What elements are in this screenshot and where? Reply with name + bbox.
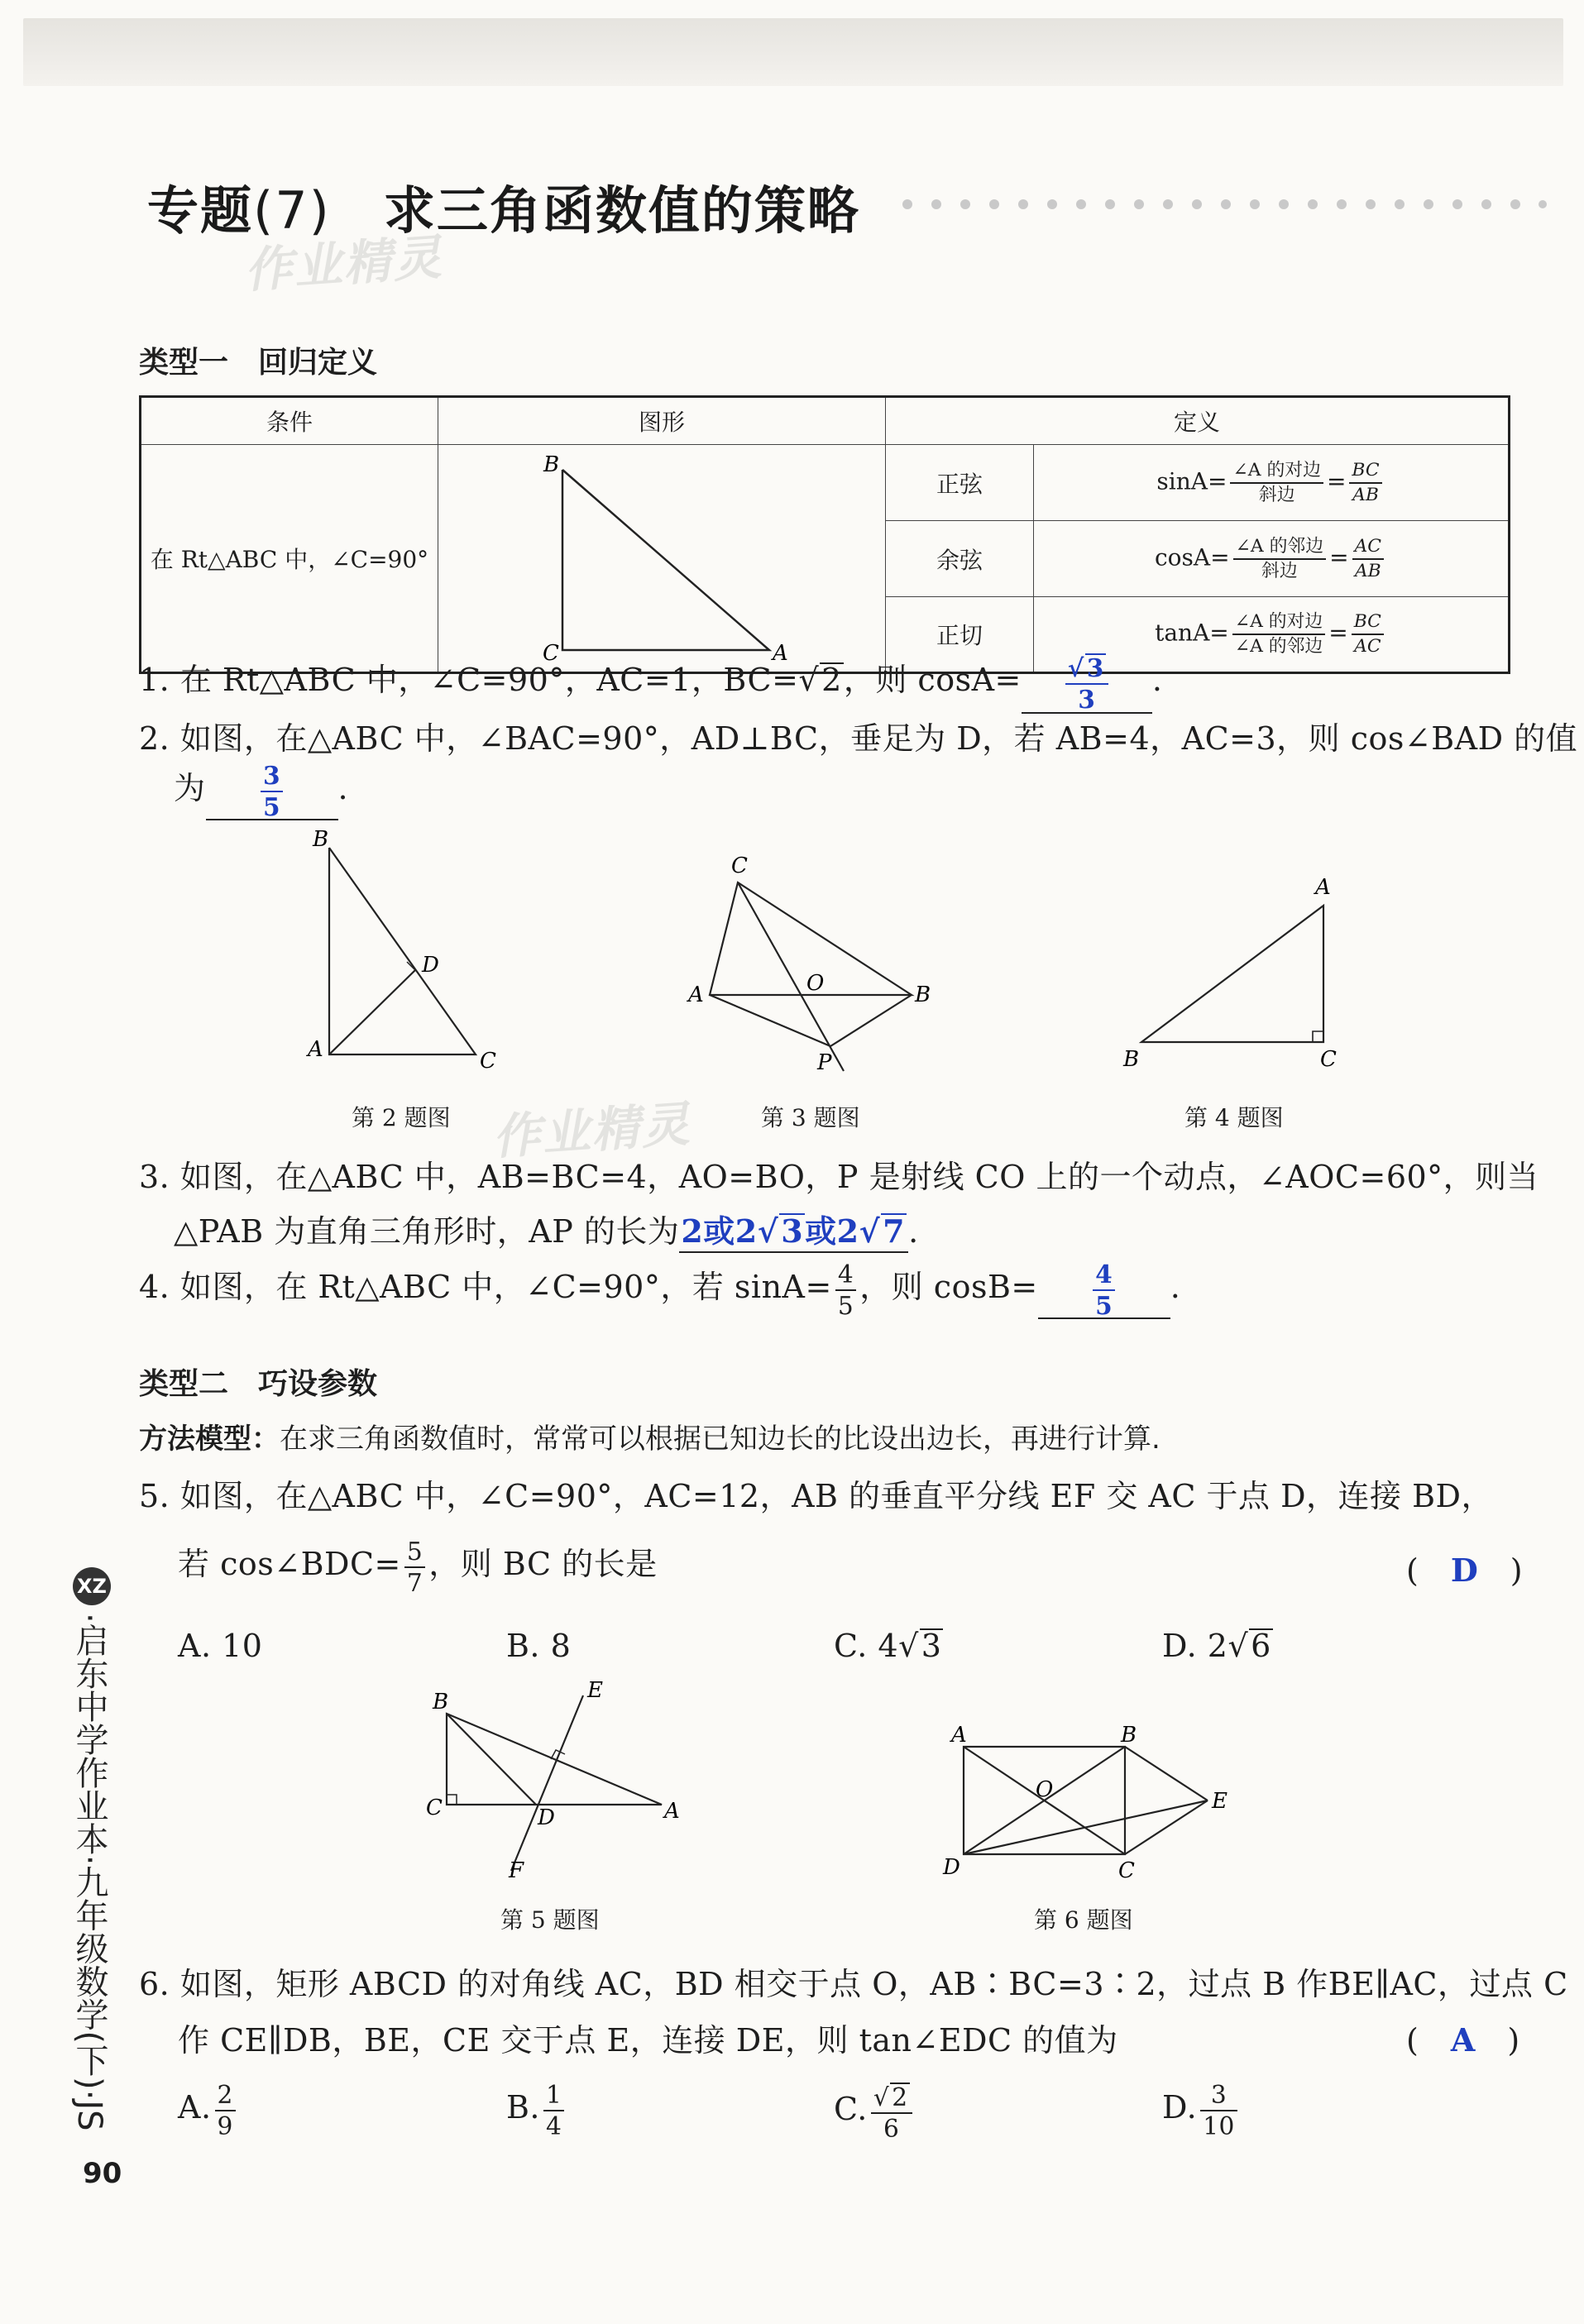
fig6-label-O: O xyxy=(1036,1777,1054,1802)
method-text: 在求三角函数值时，常常可以根据已知边长的比设出边长，再进行计算. xyxy=(280,1423,1160,1456)
q4-den: 5 xyxy=(837,1290,854,1320)
q3-ans-a: 2或2 xyxy=(681,1212,758,1250)
q6-option-b xyxy=(506,2080,567,2140)
fig5-label-B: B xyxy=(433,1690,449,1714)
title-number: (7) xyxy=(253,180,331,241)
q6-option-c: C. $\frac{√ 2}{6}$ xyxy=(834,2083,916,2141)
question-5-line1: 5. 如图，在△ABC 中，∠C=90°，AC=12，AB 的垂直平分线 EF 交 AC 于点 D，连接 BD， xyxy=(139,1478,1494,1514)
q1-end: . xyxy=(1151,661,1163,698)
q5-optc-pre: C. 4 xyxy=(834,1628,899,1664)
scan-top-band xyxy=(23,18,1563,86)
fig5-label-E: E xyxy=(587,1678,603,1703)
question-6-line1: 6. 如图，矩形 ABCD 的对角线 AC，BD 相交于点 O，AB∶BC=3∶2，过点 B 作BE∥AC，过点 C xyxy=(139,1966,1568,2002)
q5-num: 5 xyxy=(404,1539,425,1568)
definition-triangle-figure xyxy=(438,447,885,670)
sin-lhs: sinA= xyxy=(1156,467,1227,495)
fig-label-B: B xyxy=(543,452,560,477)
q2-pre: 为 xyxy=(174,770,206,806)
fig6-label-A: A xyxy=(951,1723,967,1748)
q1-ans-num: 3 xyxy=(1086,653,1104,682)
q5-optd-pre: D. 2 xyxy=(1162,1628,1228,1664)
cos-rnum: AC xyxy=(1352,538,1384,560)
q6-answer-bracket: ( A ) xyxy=(1406,2021,1520,2059)
table-row-cos-def: cosA= $\frac{\text{∠A 的邻边}}{\text{斜边}}$ = $\frac{AC}{AB}$ xyxy=(1034,521,1510,597)
table-row-tan-name: 正切 xyxy=(886,597,1034,673)
q2-end: . xyxy=(337,770,349,806)
cos-num: ∠A 的邻边 xyxy=(1233,538,1326,560)
side-book-title xyxy=(66,1613,116,2192)
section2-heading: 类型二 巧设参数 xyxy=(139,1367,378,1401)
q4-ans-num: 4 xyxy=(1093,1262,1115,1291)
fig6-label-E: E xyxy=(1212,1789,1227,1814)
side-text: ·启东中学作业本·九年级数学(下)·JS xyxy=(70,1613,108,2131)
figure-4 xyxy=(1117,873,1365,1071)
fig-label-C: C xyxy=(543,641,559,666)
question-4 xyxy=(139,1261,1180,1319)
tan-rnum: BC xyxy=(1352,613,1384,635)
fig5-caption: 第 5 题图 xyxy=(500,1906,600,1934)
title-dots-decoration xyxy=(902,198,1547,210)
q6-opta-num: 2 xyxy=(215,2083,236,2111)
cos-den: 斜边 xyxy=(1261,560,1298,581)
table-row-sin-def: sinA= $\frac{\text{∠A 的对边}}{\text{斜边}}$ = $\frac{BC}{AB}$ xyxy=(1034,445,1510,521)
q5-post: ，则 BC 的长是 xyxy=(428,1546,658,1582)
q3-end: . xyxy=(908,1213,919,1250)
q5-answer-bracket: ( D ) xyxy=(1406,1552,1524,1589)
fig3-label-C: C xyxy=(731,854,748,878)
table-row-cos-name: 余弦 xyxy=(886,521,1034,597)
q5-option-d: D. 2√6 xyxy=(1162,1628,1271,1664)
q4-end: . xyxy=(1170,1269,1181,1305)
fig4-caption: 第 4 题图 xyxy=(1184,1104,1284,1131)
fig6-label-D: D xyxy=(943,1855,960,1880)
question-3-line2 xyxy=(174,1206,919,1253)
q6-optb-pre: B. xyxy=(506,2089,541,2126)
q1-ans-den: 3 xyxy=(1078,685,1096,715)
fig5-label-F: F xyxy=(509,1858,524,1883)
q4-pre: 4. 如图，在 Rt△ABC 中，∠C=90°，若 sinA= xyxy=(139,1269,832,1305)
q5-optc-rad: 3 xyxy=(921,1628,942,1664)
q4-mid: ，则 cosB= xyxy=(859,1269,1038,1305)
q6-optb-den: 4 xyxy=(546,2111,562,2140)
method-label: 方法模型： xyxy=(139,1423,280,1456)
q6-optd-pre: D. xyxy=(1162,2089,1198,2126)
q6-answer: A xyxy=(1450,2021,1476,2059)
fig-label-A: A xyxy=(773,641,788,666)
q6-opta-den: 9 xyxy=(217,2111,233,2140)
question-3-line1: 3. 如图，在△ABC 中，AB=BC=4，AO=BO，P 是射线 CO 上的一个动点，∠AOC=60°，则当 xyxy=(139,1159,1539,1195)
q3-ans-r1: 3 xyxy=(781,1212,804,1250)
fig2-label-D: D xyxy=(422,953,439,978)
fig6-caption: 第 6 题图 xyxy=(1034,1906,1133,1934)
question-5-line2 xyxy=(178,1538,658,1595)
fig4-label-B: B xyxy=(1123,1047,1140,1072)
question-2-line1: 2. 如图，在△ABC 中，∠BAC=90°，AD⊥BC，垂足为 D，若 AB=4，AC=3，则 cos∠BAD 的值 xyxy=(139,720,1578,757)
fig2-label-A: A xyxy=(308,1037,323,1062)
table-row-tan-def: tanA= $\frac{\text{∠A 的对边}}{\text{∠A 的邻边}}$ = $\frac{BC}{AC}$ xyxy=(1034,597,1510,673)
table-row-sin-name: 正弦 xyxy=(886,445,1034,521)
q3-ans-b: 或2 xyxy=(805,1212,859,1250)
q6-option-d xyxy=(1162,2080,1241,2140)
page-number: 90 xyxy=(83,2157,122,2190)
q2-ans-num: 3 xyxy=(261,763,283,792)
fig2-caption: 第 2 题图 xyxy=(352,1104,451,1131)
definition-table xyxy=(139,395,1510,674)
q5-option-a: A. 10 xyxy=(178,1628,263,1664)
q5-option-c: C. 4√3 xyxy=(834,1628,942,1664)
question-2-line2 xyxy=(174,760,349,821)
fig3-label-B: B xyxy=(915,983,931,1007)
fig2-label-B: B xyxy=(313,827,329,852)
q6-optd-den: 10 xyxy=(1203,2111,1235,2140)
cos-lhs: cosA= xyxy=(1154,543,1230,571)
q5-optd-rad: 6 xyxy=(1251,1628,1271,1664)
q6-optb-num: 1 xyxy=(543,2083,564,2111)
sin-rnum: BC xyxy=(1349,461,1381,484)
method-model xyxy=(139,1416,1160,1456)
q6-optd-num: 3 xyxy=(1200,2083,1237,2111)
side-badge: XZ xyxy=(73,1567,111,1605)
figure-3 xyxy=(678,848,943,1079)
fig6-label-C: C xyxy=(1118,1858,1135,1883)
title-main: 求三角函数值的策略 xyxy=(383,180,860,241)
q6-optc-pre: C. xyxy=(834,2090,868,2127)
table-header-definition: 定义 xyxy=(886,397,1510,445)
table-figure-cell xyxy=(438,445,886,673)
watermark: 作业精灵 xyxy=(242,228,445,299)
q3-ans-r2: 7 xyxy=(883,1212,906,1250)
question-6-line2: 作 CE∥DB，BE，CE 交于点 E，连接 DE，则 tan∠EDC 的值为 xyxy=(178,2022,1118,2059)
fig5-label-A: A xyxy=(664,1799,680,1824)
q2-ans-den: 5 xyxy=(262,791,281,821)
q5-pre: 若 cos∠BDC= xyxy=(178,1546,401,1582)
table-header-figure: 图形 xyxy=(438,397,886,445)
sin-den: 斜边 xyxy=(1258,484,1295,505)
sin-rden: AB xyxy=(1352,484,1379,505)
q1-radicand: 2 xyxy=(821,661,842,698)
q5-option-b: B. 8 xyxy=(506,1628,572,1664)
q3-line2: △PAB 为直角三角形时，AP 的长为 xyxy=(174,1213,680,1250)
tan-lhs: tanA= xyxy=(1155,619,1229,647)
fig3-caption: 第 3 题图 xyxy=(761,1104,860,1131)
figure-6 xyxy=(935,1712,1249,1886)
q4-num: 4 xyxy=(835,1262,856,1291)
fig2-label-C: C xyxy=(480,1049,496,1074)
cos-rden: AB xyxy=(1354,560,1381,581)
fig3-label-O: O xyxy=(806,971,825,996)
tan-rden: AC xyxy=(1354,636,1381,657)
q1-answer-blank: $\frac{√ 3}{3}$ xyxy=(1022,653,1152,714)
q6-optc-rad: 2 xyxy=(892,2083,908,2111)
fig5-label-D: D xyxy=(538,1805,555,1830)
q2-answer-blank xyxy=(206,760,338,821)
q4-ans-den: 5 xyxy=(1095,1290,1113,1320)
fig3-label-P: P xyxy=(817,1050,832,1075)
sin-num: ∠A 的对边 xyxy=(1230,461,1323,484)
question-1: 1. 在 Rt△ABC 中，∠C=90°，AC=1，BC=√2，则 cosA= $\frac{√ 3}{3}$ . xyxy=(139,653,1163,715)
q6-optc-den: 6 xyxy=(883,2114,900,2144)
title-prefix: 专题 xyxy=(147,180,254,241)
q1-text: 1. 在 Rt△ABC 中，∠C=90°，AC=1，BC= xyxy=(139,661,799,698)
figure-5 xyxy=(418,1679,691,1882)
tan-den: ∠A 的邻边 xyxy=(1234,636,1323,657)
tan-num: ∠A 的对边 xyxy=(1232,613,1325,635)
q1-tail: ，则 cosA= xyxy=(843,661,1022,698)
table-header-condition: 条件 xyxy=(141,397,438,445)
fig3-label-A: A xyxy=(688,983,704,1007)
fig4-label-C: C xyxy=(1320,1047,1337,1072)
q5-den: 7 xyxy=(406,1567,424,1597)
watermark-2: 作业精灵 xyxy=(491,1095,693,1166)
q6-option-a xyxy=(178,2080,239,2140)
fig4-label-A: A xyxy=(1315,875,1331,900)
fig5-label-C: C xyxy=(426,1796,443,1820)
q4-answer-blank xyxy=(1038,1259,1170,1320)
q5-answer: D xyxy=(1450,1552,1479,1589)
figure-2 xyxy=(298,823,513,1074)
q3-answer-blank: 2或2√3或2√7 xyxy=(679,1206,908,1253)
q6-opta-pre: A. xyxy=(178,2089,212,2126)
table-condition: 在 Rt△ABC 中，∠C=90° xyxy=(141,445,438,673)
fig6-label-B: B xyxy=(1121,1723,1137,1748)
section1-heading: 类型一 回归定义 xyxy=(139,346,378,380)
